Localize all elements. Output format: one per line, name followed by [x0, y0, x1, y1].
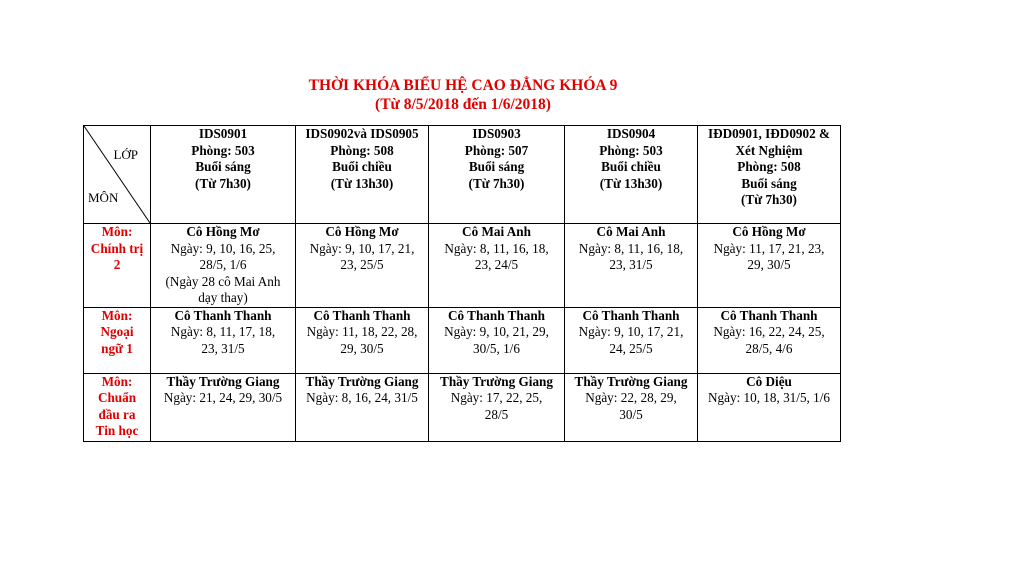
teacher-name: Thầy Trường Giang: [440, 373, 553, 389]
class-start-time: (Từ 7h30): [741, 192, 797, 207]
teacher-name: Thầy Trường Giang: [574, 373, 688, 389]
class-session: Buổi sáng: [741, 175, 797, 191]
table-row: [84, 373, 841, 441]
dates-line: Ngày: 10, 18, 31/5, 1/6: [708, 390, 830, 405]
teacher-name: Cô Thanh Thanh: [582, 307, 680, 323]
class-room: Phòng: 503: [599, 142, 663, 158]
schedule-cell: [565, 307, 698, 373]
schedule-cell: [698, 307, 841, 373]
dates-line: 29, 30/5: [340, 340, 384, 356]
teacher-name: Cô Thanh Thanh: [174, 307, 272, 323]
class-axis-label: LỚP: [113, 147, 138, 162]
teacher-name: Cô Diệu: [746, 373, 792, 389]
class-code: IDS0903: [472, 126, 521, 141]
table-row: [84, 224, 841, 308]
dates-line: Ngày: 21, 24, 29, 30/5: [163, 390, 283, 405]
schedule-cell: [698, 373, 841, 441]
teacher-name: Cô Hồng Mơ: [186, 224, 260, 239]
subject-cell-tin-hoc: [84, 373, 151, 441]
subject-name: đầu ra: [98, 406, 136, 422]
class-room: Phòng: 508: [737, 159, 801, 174]
schedule-title-block: [0, 76, 1024, 114]
class-header-ids0901: [151, 126, 296, 224]
class-room: Phòng: 503: [191, 142, 255, 158]
dates-line: 23, 31/5: [609, 257, 653, 272]
class-header-ids0902-ids0905: [296, 126, 429, 224]
dates-line: Ngày: 9, 10, 21, 29,: [444, 324, 549, 339]
subject-name: Ngoại: [100, 324, 134, 339]
class-start-time: (Từ 13h30): [599, 175, 663, 191]
class-session: Buổi chiều: [601, 159, 661, 174]
schedule-cell: [698, 224, 841, 308]
class-header-ids0903: [429, 126, 565, 224]
schedule-table: [83, 125, 841, 442]
dates-line: Ngày: 8, 11, 16, 18,: [444, 240, 549, 256]
class-start-time: (Từ 7h30): [195, 175, 251, 191]
class-session: Buổi sáng: [195, 159, 251, 174]
header-row: [84, 126, 841, 224]
dates-line: 28/5, 4/6: [745, 340, 793, 356]
subject-name: 2: [113, 257, 121, 272]
class-room: Phòng: 508: [330, 142, 394, 158]
subject-name: Tin học: [95, 423, 139, 438]
subject-axis-label: MÔN: [88, 190, 119, 205]
teacher-name: Cô Hồng Mơ: [732, 224, 806, 239]
substitution-note: dạy thay): [198, 290, 248, 305]
teacher-name: Thầy Trường Giang: [166, 373, 280, 389]
dates-line: 28/5, 1/6: [199, 257, 247, 272]
schedule-cell: [296, 373, 429, 441]
dates-line: Ngày: 8, 11, 17, 18,: [170, 324, 276, 339]
class-session: Buổi chiều: [332, 159, 392, 174]
dates-line: 23, 24/5: [474, 257, 519, 272]
schedule-cell: [429, 307, 565, 373]
class-session: Buổi sáng: [468, 159, 525, 174]
schedule-title: THỜI KHÓA BIỂU HỆ CAO ĐẲNG KHÓA 9: [308, 77, 618, 94]
dates-line: Ngày: 11, 18, 22, 28,: [306, 324, 418, 339]
subject-name: Chính trị: [90, 240, 144, 256]
schedule-cell: [296, 224, 429, 308]
schedule-cell: [296, 307, 429, 373]
dates-line: 24, 25/5: [609, 340, 653, 356]
schedule-cell: [151, 373, 296, 441]
class-code: IDS0904: [606, 126, 656, 141]
dates-line: Ngày: 11, 17, 21, 23,: [713, 240, 825, 256]
teacher-name: Cô Mai Anh: [462, 224, 531, 239]
subject-label: Môn:: [101, 307, 133, 323]
class-room: Phòng: 507: [464, 142, 529, 158]
subject-cell-chinh-tri: [84, 224, 151, 308]
teacher-name: Thầy Trường Giang: [305, 373, 419, 389]
subject-name: ngữ 1: [101, 340, 133, 356]
class-code: IDS0902và IDS0905: [305, 126, 419, 141]
corner-cell: [84, 126, 151, 224]
schedule-cell: [151, 307, 296, 373]
teacher-name: Cô Hồng Mơ: [325, 224, 399, 239]
dates-line: Ngày: 16, 22, 24, 25,: [713, 324, 825, 339]
teacher-name: Cô Mai Anh: [596, 224, 666, 239]
dates-line: 23, 31/5: [201, 340, 245, 356]
dates-line: Ngày: 8, 11, 16, 18,: [578, 240, 684, 256]
dates-line: 29, 30/5: [747, 257, 791, 272]
subject-cell-ngoai-ngu: [84, 307, 151, 373]
class-start-time: (Từ 7h30): [468, 175, 525, 191]
schedule-cell: [151, 224, 296, 308]
teacher-name: Cô Thanh Thanh: [313, 307, 411, 323]
schedule-cell: [429, 373, 565, 441]
dates-line: Ngày: 8, 16, 24, 31/5: [306, 390, 418, 405]
dates-line: 30/5: [619, 406, 643, 422]
dates-line: 30/5, 1/6: [473, 340, 520, 356]
subject-name: Chuẩn: [97, 390, 137, 405]
dates-line: 23, 25/5: [340, 257, 384, 272]
subject-label: Môn:: [101, 373, 133, 389]
dates-line: Ngày: 17, 22, 25,: [450, 390, 543, 405]
schedule-date-range: (Từ 8/5/2018 đến 1/6/2018): [375, 96, 551, 113]
dates-line: Ngày: 9, 10, 16, 25,: [170, 240, 276, 256]
schedule-cell: [429, 224, 565, 308]
table-row: [84, 307, 841, 373]
dates-line: Ngày: 22, 28, 29,: [585, 390, 677, 405]
subject-label: Môn:: [101, 224, 133, 239]
teacher-name: Cô Thanh Thanh: [447, 307, 546, 323]
schedule-cell: [565, 373, 698, 441]
class-code: IĐD0901, IĐD0902 &: [708, 126, 830, 141]
class-start-time: (Từ 13h30): [330, 175, 394, 191]
class-header-idd0901-idd0902: [698, 126, 841, 224]
substitution-note: (Ngày 28 cô Mai Anh: [165, 273, 281, 289]
dates-line: Ngày: 9, 10, 17, 21,: [578, 324, 684, 339]
class-header-ids0904: [565, 126, 698, 224]
diagonal-divider: [84, 126, 150, 223]
dates-line: 28/5: [484, 406, 509, 422]
schedule-cell: [565, 224, 698, 308]
class-code-extra: Xét Nghiệm: [735, 142, 803, 158]
dates-line: Ngày: 9, 10, 17, 21,: [309, 240, 415, 256]
class-code: IDS0901: [198, 126, 248, 141]
teacher-name: Cô Thanh Thanh: [720, 307, 818, 323]
